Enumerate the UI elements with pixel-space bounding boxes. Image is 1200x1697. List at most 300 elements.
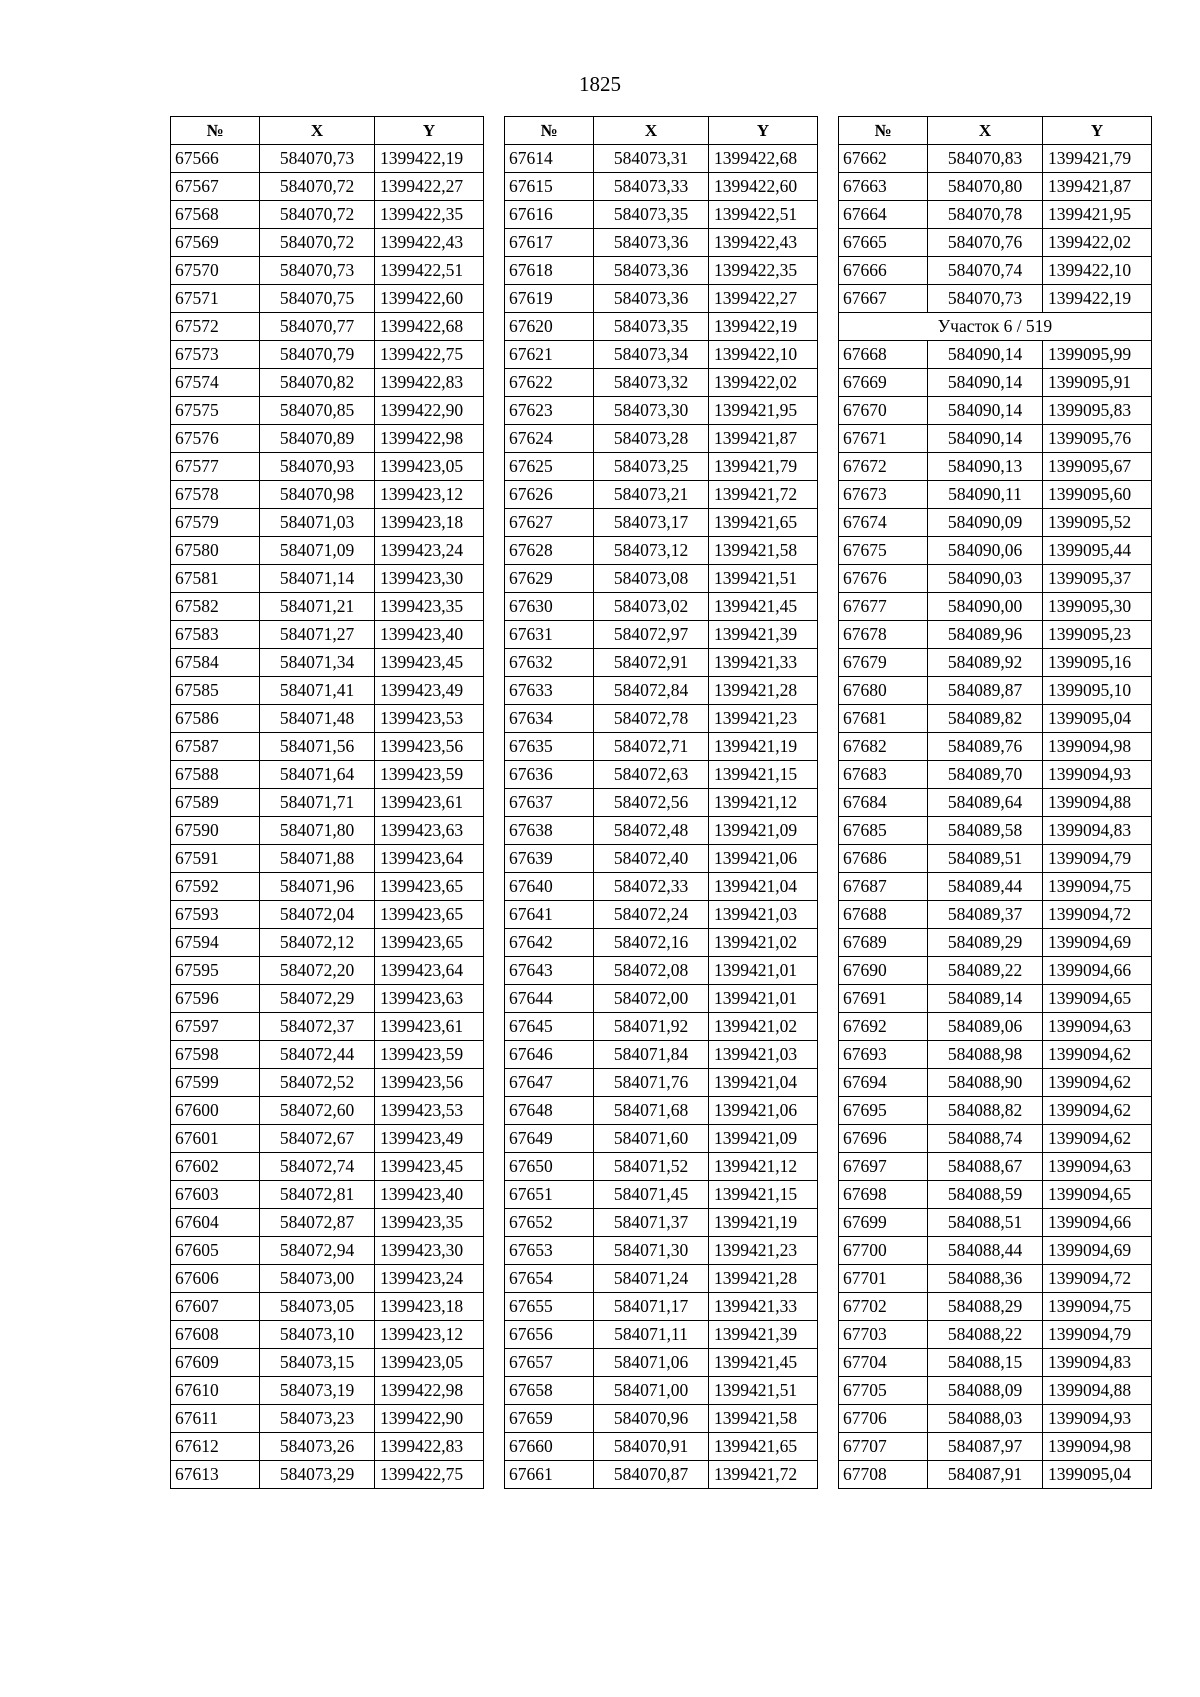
table-row — [171, 341, 484, 369]
point-number-cell: 67582 — [171, 593, 260, 621]
x-coordinate-cell: 584088,67 — [928, 1153, 1043, 1181]
y-coordinate-cell: 1399421,39 — [709, 621, 818, 649]
y-coordinate-cell: 1399421,09 — [709, 817, 818, 845]
x-coordinate-cell: 584072,20 — [260, 957, 375, 985]
table-row — [171, 1013, 484, 1041]
y-coordinate-cell: 1399422,83 — [375, 1433, 484, 1461]
point-number-cell: 67654 — [505, 1265, 594, 1293]
x-coordinate-cell: 584072,40 — [594, 845, 709, 873]
point-number-cell: 67585 — [171, 677, 260, 705]
table-row — [505, 1181, 818, 1209]
y-coordinate-cell: 1399095,91 — [1043, 369, 1152, 397]
table-row — [171, 1237, 484, 1265]
x-coordinate-cell: 584070,89 — [260, 425, 375, 453]
x-coordinate-cell: 584072,48 — [594, 817, 709, 845]
point-number-cell: 67706 — [839, 1405, 928, 1433]
table-row — [505, 1153, 818, 1181]
point-number-cell: 67595 — [171, 957, 260, 985]
y-coordinate-cell: 1399423,49 — [375, 1125, 484, 1153]
point-number-cell: 67679 — [839, 649, 928, 677]
x-coordinate-cell: 584073,12 — [594, 537, 709, 565]
y-coordinate-cell: 1399422,43 — [709, 229, 818, 257]
point-number-cell: 67664 — [839, 201, 928, 229]
header-row — [839, 117, 1152, 145]
y-coordinate-cell: 1399095,52 — [1043, 509, 1152, 537]
y-coordinate-cell: 1399423,35 — [375, 1209, 484, 1237]
point-number-cell: 67575 — [171, 397, 260, 425]
table-row — [171, 565, 484, 593]
y-coordinate-cell: 1399423,05 — [375, 453, 484, 481]
x-coordinate-cell: 584089,87 — [928, 677, 1043, 705]
x-coordinate-cell: 584070,79 — [260, 341, 375, 369]
point-number-cell: 67577 — [171, 453, 260, 481]
table-row — [505, 313, 818, 341]
x-coordinate-cell: 584071,41 — [260, 677, 375, 705]
y-coordinate-cell: 1399094,75 — [1043, 1293, 1152, 1321]
y-coordinate-cell: 1399421,28 — [709, 677, 818, 705]
table-row — [171, 845, 484, 873]
point-number-cell: 67615 — [505, 173, 594, 201]
y-coordinate-cell: 1399421,58 — [709, 537, 818, 565]
y-coordinate-cell: 1399421,03 — [709, 901, 818, 929]
point-number-cell: 67681 — [839, 705, 928, 733]
x-coordinate-cell: 584089,37 — [928, 901, 1043, 929]
x-coordinate-cell: 584090,14 — [928, 341, 1043, 369]
x-coordinate-cell: 584071,27 — [260, 621, 375, 649]
y-coordinate-cell: 1399423,18 — [375, 1293, 484, 1321]
table-row — [171, 173, 484, 201]
y-coordinate-cell: 1399095,30 — [1043, 593, 1152, 621]
point-number-cell: 67668 — [839, 341, 928, 369]
table-row — [839, 201, 1152, 229]
table-row — [839, 1041, 1152, 1069]
x-coordinate-cell: 584071,60 — [594, 1125, 709, 1153]
y-coordinate-cell: 1399423,40 — [375, 1181, 484, 1209]
x-coordinate-cell: 584072,33 — [594, 873, 709, 901]
x-coordinate-cell: 584071,45 — [594, 1181, 709, 1209]
y-coordinate-cell: 1399421,51 — [709, 1377, 818, 1405]
point-number-cell: 67625 — [505, 453, 594, 481]
table-row — [839, 1461, 1152, 1489]
point-number-cell: 67567 — [171, 173, 260, 201]
point-number-cell: 67631 — [505, 621, 594, 649]
x-coordinate-cell: 584072,81 — [260, 1181, 375, 1209]
x-coordinate-cell: 584073,35 — [594, 313, 709, 341]
point-number-cell: 67665 — [839, 229, 928, 257]
table-row — [171, 705, 484, 733]
point-number-cell: 67626 — [505, 481, 594, 509]
y-coordinate-cell: 1399422,75 — [375, 1461, 484, 1489]
table-row — [171, 985, 484, 1013]
table-row — [171, 1069, 484, 1097]
x-coordinate-cell: 584071,68 — [594, 1097, 709, 1125]
y-coordinate-cell: 1399094,93 — [1043, 761, 1152, 789]
y-coordinate-cell: 1399423,65 — [375, 901, 484, 929]
table-row — [171, 901, 484, 929]
table-row — [171, 1377, 484, 1405]
table-row — [505, 229, 818, 257]
x-coordinate-cell: 584070,87 — [594, 1461, 709, 1489]
table-row — [171, 1293, 484, 1321]
x-coordinate-cell: 584071,21 — [260, 593, 375, 621]
y-coordinate-cell: 1399421,12 — [709, 789, 818, 817]
y-coordinate-cell: 1399421,72 — [709, 481, 818, 509]
point-number-cell: 67613 — [171, 1461, 260, 1489]
point-number-cell: 67578 — [171, 481, 260, 509]
y-coordinate-cell: 1399422,90 — [375, 1405, 484, 1433]
point-number-cell: 67579 — [171, 509, 260, 537]
header-x: X — [260, 117, 375, 145]
point-number-cell: 67653 — [505, 1237, 594, 1265]
y-coordinate-cell: 1399423,64 — [375, 957, 484, 985]
x-coordinate-cell: 584071,09 — [260, 537, 375, 565]
table-row — [171, 201, 484, 229]
point-number-cell: 67707 — [839, 1433, 928, 1461]
point-number-cell: 67600 — [171, 1097, 260, 1125]
header-row — [505, 117, 818, 145]
point-number-cell: 67592 — [171, 873, 260, 901]
x-coordinate-cell: 584088,59 — [928, 1181, 1043, 1209]
x-coordinate-cell: 584073,19 — [260, 1377, 375, 1405]
x-coordinate-cell: 584090,06 — [928, 537, 1043, 565]
y-coordinate-cell: 1399421,04 — [709, 873, 818, 901]
x-coordinate-cell: 584072,16 — [594, 929, 709, 957]
table-row — [505, 1125, 818, 1153]
x-coordinate-cell: 584072,60 — [260, 1097, 375, 1125]
point-number-cell: 67695 — [839, 1097, 928, 1125]
point-number-cell: 67663 — [839, 173, 928, 201]
table-row — [839, 1293, 1152, 1321]
y-coordinate-cell: 1399422,51 — [375, 257, 484, 285]
table-row — [839, 537, 1152, 565]
y-coordinate-cell: 1399094,69 — [1043, 1237, 1152, 1265]
y-coordinate-cell: 1399095,37 — [1043, 565, 1152, 593]
table-row — [505, 817, 818, 845]
x-coordinate-cell: 584073,15 — [260, 1349, 375, 1377]
y-coordinate-cell: 1399422,19 — [709, 313, 818, 341]
y-coordinate-cell: 1399094,98 — [1043, 1433, 1152, 1461]
x-coordinate-cell: 584088,74 — [928, 1125, 1043, 1153]
table-row — [505, 453, 818, 481]
point-number-cell: 67693 — [839, 1041, 928, 1069]
point-number-cell: 67636 — [505, 761, 594, 789]
x-coordinate-cell: 584087,91 — [928, 1461, 1043, 1489]
y-coordinate-cell: 1399095,60 — [1043, 481, 1152, 509]
x-coordinate-cell: 584070,75 — [260, 285, 375, 313]
table-row — [505, 1013, 818, 1041]
point-number-cell: 67676 — [839, 565, 928, 593]
x-coordinate-cell: 584088,51 — [928, 1209, 1043, 1237]
point-number-cell: 67607 — [171, 1293, 260, 1321]
coordinates-table-1 — [170, 116, 484, 1489]
header-y: Y — [375, 117, 484, 145]
point-number-cell: 67684 — [839, 789, 928, 817]
x-coordinate-cell: 584088,82 — [928, 1097, 1043, 1125]
x-coordinate-cell: 584071,17 — [594, 1293, 709, 1321]
x-coordinate-cell: 584072,94 — [260, 1237, 375, 1265]
y-coordinate-cell: 1399421,01 — [709, 985, 818, 1013]
table-row — [839, 1069, 1152, 1097]
table-row — [505, 1097, 818, 1125]
table-row — [171, 873, 484, 901]
point-number-cell: 67605 — [171, 1237, 260, 1265]
y-coordinate-cell: 1399421,04 — [709, 1069, 818, 1097]
x-coordinate-cell: 584070,93 — [260, 453, 375, 481]
table-row — [171, 677, 484, 705]
table-row — [171, 481, 484, 509]
table-row — [505, 705, 818, 733]
table-row — [839, 1433, 1152, 1461]
point-number-cell: 67690 — [839, 957, 928, 985]
y-coordinate-cell: 1399421,95 — [709, 397, 818, 425]
coordinates-table-2 — [504, 116, 818, 1489]
y-coordinate-cell: 1399094,62 — [1043, 1125, 1152, 1153]
table-row — [505, 509, 818, 537]
y-coordinate-cell: 1399423,49 — [375, 677, 484, 705]
table-row — [839, 397, 1152, 425]
y-coordinate-cell: 1399421,15 — [709, 1181, 818, 1209]
table-row — [505, 1349, 818, 1377]
table-row — [839, 621, 1152, 649]
point-number-cell: 67643 — [505, 957, 594, 985]
table-row — [171, 621, 484, 649]
table-row — [171, 1153, 484, 1181]
table-row — [505, 369, 818, 397]
y-coordinate-cell: 1399094,65 — [1043, 1181, 1152, 1209]
y-coordinate-cell: 1399095,04 — [1043, 1461, 1152, 1489]
section-row — [839, 313, 1152, 341]
point-number-cell: 67628 — [505, 537, 594, 565]
y-coordinate-cell: 1399423,61 — [375, 1013, 484, 1041]
y-coordinate-cell: 1399423,12 — [375, 1321, 484, 1349]
point-number-cell: 67705 — [839, 1377, 928, 1405]
y-coordinate-cell: 1399422,19 — [375, 145, 484, 173]
table-row — [505, 145, 818, 173]
point-number-cell: 67609 — [171, 1349, 260, 1377]
x-coordinate-cell: 584073,00 — [260, 1265, 375, 1293]
table-row — [171, 929, 484, 957]
x-coordinate-cell: 584071,71 — [260, 789, 375, 817]
table-body — [171, 145, 484, 1489]
x-coordinate-cell: 584089,14 — [928, 985, 1043, 1013]
table-row — [171, 1097, 484, 1125]
point-number-cell: 67568 — [171, 201, 260, 229]
point-number-cell: 67677 — [839, 593, 928, 621]
x-coordinate-cell: 584073,31 — [594, 145, 709, 173]
header-row — [171, 117, 484, 145]
y-coordinate-cell: 1399422,60 — [375, 285, 484, 313]
y-coordinate-cell: 1399421,45 — [709, 1349, 818, 1377]
point-number-cell: 67598 — [171, 1041, 260, 1069]
point-number-cell: 67571 — [171, 285, 260, 313]
point-number-cell: 67675 — [839, 537, 928, 565]
y-coordinate-cell: 1399422,83 — [375, 369, 484, 397]
table-row — [505, 1405, 818, 1433]
y-coordinate-cell: 1399094,63 — [1043, 1153, 1152, 1181]
y-coordinate-cell: 1399421,95 — [1043, 201, 1152, 229]
point-number-cell: 67708 — [839, 1461, 928, 1489]
x-coordinate-cell: 584071,88 — [260, 845, 375, 873]
point-number-cell: 67666 — [839, 257, 928, 285]
y-coordinate-cell: 1399422,68 — [709, 145, 818, 173]
y-coordinate-cell: 1399421,12 — [709, 1153, 818, 1181]
x-coordinate-cell: 584071,52 — [594, 1153, 709, 1181]
y-coordinate-cell: 1399421,03 — [709, 1041, 818, 1069]
x-coordinate-cell: 584087,97 — [928, 1433, 1043, 1461]
point-number-cell: 67702 — [839, 1293, 928, 1321]
header-x: X — [928, 117, 1043, 145]
table-row — [171, 1041, 484, 1069]
y-coordinate-cell: 1399423,18 — [375, 509, 484, 537]
point-number-cell: 67573 — [171, 341, 260, 369]
point-number-cell: 67650 — [505, 1153, 594, 1181]
x-coordinate-cell: 584073,23 — [260, 1405, 375, 1433]
point-number-cell: 67590 — [171, 817, 260, 845]
x-coordinate-cell: 584070,74 — [928, 257, 1043, 285]
point-number-cell: 67633 — [505, 677, 594, 705]
x-coordinate-cell: 584088,44 — [928, 1237, 1043, 1265]
table-row — [171, 453, 484, 481]
x-coordinate-cell: 584090,14 — [928, 369, 1043, 397]
table-row — [171, 957, 484, 985]
table-row — [839, 145, 1152, 173]
y-coordinate-cell: 1399421,06 — [709, 1097, 818, 1125]
coordinates-table-3 — [838, 116, 1152, 1489]
table-row — [171, 509, 484, 537]
point-number-cell: 67678 — [839, 621, 928, 649]
x-coordinate-cell: 584070,82 — [260, 369, 375, 397]
point-number-cell: 67589 — [171, 789, 260, 817]
header-y: Y — [709, 117, 818, 145]
point-number-cell: 67584 — [171, 649, 260, 677]
table-row — [505, 957, 818, 985]
y-coordinate-cell: 1399423,24 — [375, 1265, 484, 1293]
point-number-cell: 67601 — [171, 1125, 260, 1153]
x-coordinate-cell: 584071,76 — [594, 1069, 709, 1097]
point-number-cell: 67686 — [839, 845, 928, 873]
y-coordinate-cell: 1399421,23 — [709, 1237, 818, 1265]
table-row — [505, 1265, 818, 1293]
point-number-cell: 67614 — [505, 145, 594, 173]
x-coordinate-cell: 584070,72 — [260, 201, 375, 229]
point-number-cell: 67640 — [505, 873, 594, 901]
point-number-cell: 67674 — [839, 509, 928, 537]
point-number-cell: 67673 — [839, 481, 928, 509]
y-coordinate-cell: 1399095,99 — [1043, 341, 1152, 369]
table-row — [839, 845, 1152, 873]
x-coordinate-cell: 584089,82 — [928, 705, 1043, 733]
x-coordinate-cell: 584089,06 — [928, 1013, 1043, 1041]
y-coordinate-cell: 1399423,24 — [375, 537, 484, 565]
x-coordinate-cell: 584070,96 — [594, 1405, 709, 1433]
point-number-cell: 67671 — [839, 425, 928, 453]
x-coordinate-cell: 584071,37 — [594, 1209, 709, 1237]
table-row — [839, 733, 1152, 761]
x-coordinate-cell: 584088,29 — [928, 1293, 1043, 1321]
y-coordinate-cell: 1399095,16 — [1043, 649, 1152, 677]
table-row — [505, 397, 818, 425]
x-coordinate-cell: 584072,91 — [594, 649, 709, 677]
y-coordinate-cell: 1399094,93 — [1043, 1405, 1152, 1433]
y-coordinate-cell: 1399422,75 — [375, 341, 484, 369]
x-coordinate-cell: 584073,10 — [260, 1321, 375, 1349]
table-row — [171, 285, 484, 313]
x-coordinate-cell: 584072,78 — [594, 705, 709, 733]
table-row — [505, 593, 818, 621]
y-coordinate-cell: 1399421,19 — [709, 1209, 818, 1237]
y-coordinate-cell: 1399423,05 — [375, 1349, 484, 1377]
y-coordinate-cell: 1399094,88 — [1043, 1377, 1152, 1405]
x-coordinate-cell: 584073,36 — [594, 285, 709, 313]
x-coordinate-cell: 584090,14 — [928, 425, 1043, 453]
table-row — [505, 285, 818, 313]
point-number-cell: 67612 — [171, 1433, 260, 1461]
point-number-cell: 67647 — [505, 1069, 594, 1097]
table-row — [505, 1377, 818, 1405]
table-row — [171, 1181, 484, 1209]
y-coordinate-cell: 1399421,33 — [709, 1293, 818, 1321]
y-coordinate-cell: 1399421,01 — [709, 957, 818, 985]
point-number-cell: 67611 — [171, 1405, 260, 1433]
y-coordinate-cell: 1399422,35 — [709, 257, 818, 285]
point-number-cell: 67602 — [171, 1153, 260, 1181]
table-row — [839, 1321, 1152, 1349]
x-coordinate-cell: 584090,03 — [928, 565, 1043, 593]
point-number-cell: 67642 — [505, 929, 594, 957]
y-coordinate-cell: 1399421,72 — [709, 1461, 818, 1489]
point-number-cell: 67701 — [839, 1265, 928, 1293]
table-row — [171, 1209, 484, 1237]
table-row — [171, 593, 484, 621]
table-body — [505, 145, 818, 1489]
y-coordinate-cell: 1399421,45 — [709, 593, 818, 621]
y-coordinate-cell: 1399421,87 — [1043, 173, 1152, 201]
point-number-cell: 67700 — [839, 1237, 928, 1265]
y-coordinate-cell: 1399421,02 — [709, 1013, 818, 1041]
point-number-cell: 67637 — [505, 789, 594, 817]
x-coordinate-cell: 584073,35 — [594, 201, 709, 229]
table-row — [505, 929, 818, 957]
x-coordinate-cell: 584090,11 — [928, 481, 1043, 509]
point-number-cell: 67620 — [505, 313, 594, 341]
x-coordinate-cell: 584071,56 — [260, 733, 375, 761]
point-number-cell: 67624 — [505, 425, 594, 453]
section-label: Участок 6 / 519 — [839, 313, 1152, 341]
x-coordinate-cell: 584072,29 — [260, 985, 375, 1013]
x-coordinate-cell: 584073,25 — [594, 453, 709, 481]
table-row — [839, 453, 1152, 481]
y-coordinate-cell: 1399422,02 — [709, 369, 818, 397]
point-number-cell: 67638 — [505, 817, 594, 845]
table-row — [839, 1237, 1152, 1265]
point-number-cell: 67697 — [839, 1153, 928, 1181]
point-number-cell: 67659 — [505, 1405, 594, 1433]
point-number-cell: 67603 — [171, 1181, 260, 1209]
table-row — [171, 313, 484, 341]
y-coordinate-cell: 1399423,63 — [375, 985, 484, 1013]
point-number-cell: 67660 — [505, 1433, 594, 1461]
y-coordinate-cell: 1399423,61 — [375, 789, 484, 817]
x-coordinate-cell: 584090,09 — [928, 509, 1043, 537]
table-row — [505, 985, 818, 1013]
x-coordinate-cell: 584070,98 — [260, 481, 375, 509]
point-number-cell: 67597 — [171, 1013, 260, 1041]
table-row — [505, 565, 818, 593]
y-coordinate-cell: 1399423,64 — [375, 845, 484, 873]
table-row — [505, 1321, 818, 1349]
point-number-cell: 67619 — [505, 285, 594, 313]
x-coordinate-cell: 584072,08 — [594, 957, 709, 985]
